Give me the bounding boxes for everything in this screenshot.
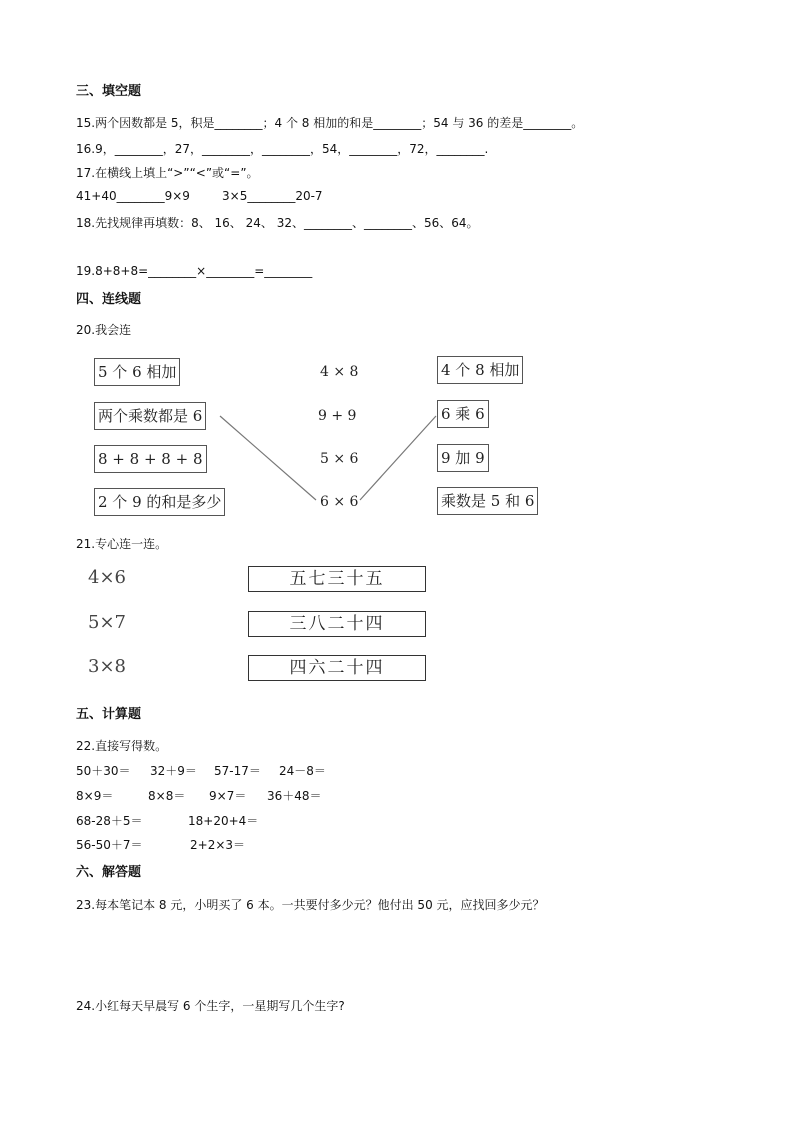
calc-r2-c1: 8×9＝ xyxy=(76,789,114,803)
left-box-1[interactable]: 5 个 6 相加 xyxy=(94,358,180,386)
calc-r2-c3: 9×7＝ xyxy=(209,789,247,803)
question-18: 18.先找规律再填数：8、 16、 24、 32、________、________、56、64。 xyxy=(76,216,479,230)
question-22: 22.直接写得数。 xyxy=(76,739,168,753)
question-17a: 41+40________9×9 xyxy=(76,189,190,203)
question-21: 21.专心连一连。 xyxy=(76,537,168,551)
left-box-2[interactable]: 两个乘数都是 6 xyxy=(94,402,206,430)
q21-right-3[interactable]: 四六二十四 xyxy=(248,655,426,681)
calc-r4-c1: 56-50＋7＝ xyxy=(76,838,143,852)
q21-left-3[interactable]: 3×8 xyxy=(88,656,126,677)
middle-item-4[interactable]: 6 × 6 xyxy=(320,494,359,510)
question-17b: 3×5________20-7 xyxy=(222,189,323,203)
right-box-1[interactable]: 4 个 8 相加 xyxy=(437,356,523,384)
matching-lines xyxy=(0,0,794,560)
section-5-title: 五、计算题 xyxy=(76,707,142,722)
calc-r1-c2: 32＋9＝ xyxy=(150,764,197,778)
right-box-3[interactable]: 9 加 9 xyxy=(437,444,489,472)
question-24: 24.小红每天早晨写 6 个生字，一星期写几个生字? xyxy=(76,999,345,1013)
question-16: 16.9，________，27，________，________，54，________，72，________. xyxy=(76,142,489,156)
left-box-4[interactable]: 2 个 9 的和是多少 xyxy=(94,488,225,516)
question-19: 19.8+8+8=________×________=________ xyxy=(76,264,313,278)
q21-right-2[interactable]: 三八二十四 xyxy=(248,611,426,637)
calc-r1-c1: 50＋30＝ xyxy=(76,764,131,778)
middle-item-2[interactable]: 9 + 9 xyxy=(318,408,357,424)
right-box-4[interactable]: 乘数是 5 和 6 xyxy=(437,487,538,515)
calc-r1-c3: 57-17＝ xyxy=(214,764,261,778)
q21-left-2[interactable]: 5×7 xyxy=(88,612,126,633)
calc-r3-c2: 18+20+4＝ xyxy=(188,814,259,828)
q21-left-1[interactable]: 4×6 xyxy=(88,567,126,588)
calc-r4-c2: 2+2×3＝ xyxy=(190,838,246,852)
section-4-title: 四、连线题 xyxy=(76,292,142,307)
q21-right-1[interactable]: 五七三十五 xyxy=(248,566,426,592)
calc-r2-c2: 8×8＝ xyxy=(148,789,186,803)
question-20: 20.我会连 xyxy=(76,323,132,337)
question-23: 23.每本笔记本 8 元，小明买了 6 本。一共要付多少元？他付出 50 元，应找回多少元？ xyxy=(76,898,545,912)
section-6-title: 六、解答题 xyxy=(76,865,142,880)
middle-item-1[interactable]: 4 × 8 xyxy=(320,364,359,380)
middle-item-3[interactable]: 5 × 6 xyxy=(320,451,359,467)
question-15: 15.两个因数都是 5，积是________；4 个 8 相加的和是________；54 与 36 的差是________。 xyxy=(76,116,584,130)
calc-r3-c1: 68-28＋5＝ xyxy=(76,814,143,828)
right-box-2[interactable]: 6 乘 6 xyxy=(437,400,489,428)
question-17: 17.在横线上填上“>”“<”或“=”。 xyxy=(76,166,259,180)
calc-r2-c4: 36＋48＝ xyxy=(267,789,322,803)
section-3-title: 三、填空题 xyxy=(76,84,142,99)
calc-r1-c4: 24－8＝ xyxy=(279,764,326,778)
left-box-3[interactable]: 8 + 8 + 8 + 8 xyxy=(94,445,207,473)
